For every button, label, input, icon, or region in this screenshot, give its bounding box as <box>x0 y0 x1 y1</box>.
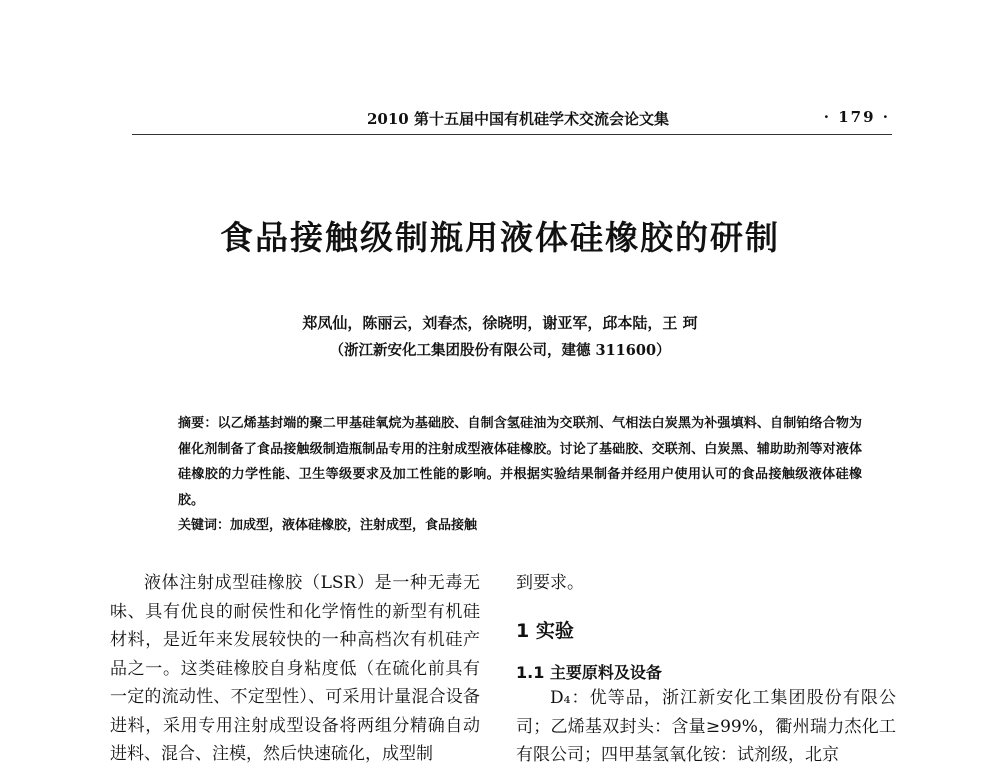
abstract-text: 以乙烯基封端的聚二甲基硅氧烷为基础胶、自制含氢硅油为交联剂、气相法白炭黑为补强填料、自制铂络合物为催化剂制备了食品接触级制造瓶制品专用的注射成型液体硅橡胶。讨论了基础胶、交联剂、白炭黑、辅助助剂等对液体硅橡胶的力学性能、卫生等级要求及加工性能的影响。并根据实验结果制备并经用户使用认可的食品接触级液体硅橡胶。 <box>178 416 862 508</box>
header-rule <box>132 134 892 135</box>
page-number: · 179 · <box>823 108 890 126</box>
abstract-label: 摘要： <box>178 416 218 431</box>
conference-title: 2010 第十五届中国有机硅学术交流会论文集 <box>367 110 669 128</box>
materials-paragraph: D₄：优等品，浙江新安化工集团股份有限公司；乙烯基双封头：含量≥99%，衢州瑞力杰化工有限公司；四甲基氢氧化铵：试剂级，北京 <box>516 688 896 765</box>
intro-paragraph: 液体注射成型硅橡胶（LSR）是一种无毒无味、具有优良的耐侯性和化学惰性的新型有机硅材料，是近年来发展较快的一种高档次有机硅产品之一。这类硅橡胶自身粘度低（在硫化前具有一定的流动性、不定型性）、可采用计量混合设备进料，采用专用注射成型设备将两组分精确自动进料、混合、注模，然后快速硫化，成型制 <box>110 573 480 764</box>
materials-paragraph-wrap <box>516 684 896 770</box>
abstract <box>132 411 862 513</box>
right-column <box>516 569 896 598</box>
keywords <box>178 514 868 533</box>
section-heading-experiment: 1 实验 <box>516 620 574 642</box>
author-list: 郑凤仙，陈丽云，刘春杰，徐晓明，谢亚军，邱本陆，王 珂 <box>302 314 698 332</box>
paper-title: 食品接触级制瓶用液体硅橡胶的研制 <box>220 218 780 257</box>
continuation-text: 到要求。 <box>516 573 584 593</box>
subsection-heading-materials: 1.1 主要原料及设备 <box>516 663 662 682</box>
keywords-label: 关键词： <box>178 518 231 533</box>
left-column <box>110 569 480 769</box>
affiliation: （浙江新安化工集团股份有限公司，建德 311600） <box>329 342 671 359</box>
keywords-text: 加成型，液体硅橡胶，注射成型，食品接触 <box>230 518 478 533</box>
